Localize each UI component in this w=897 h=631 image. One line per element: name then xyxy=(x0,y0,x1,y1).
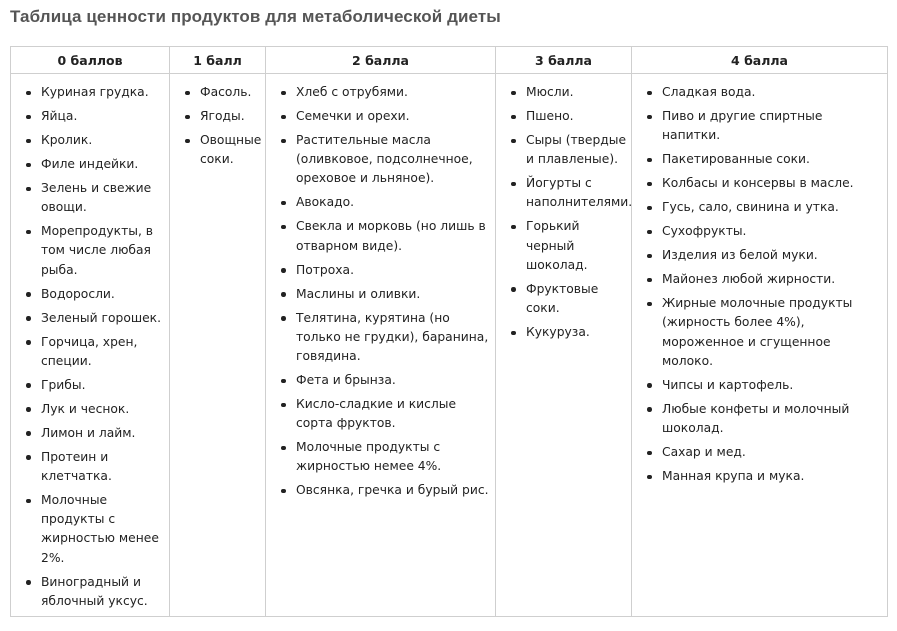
list-item: Сладкая вода. xyxy=(646,83,883,102)
list-item: Лимон и лайм. xyxy=(25,424,165,443)
list-item: Овсянка, гречка и бурый рис. xyxy=(280,481,491,500)
list-item: Кисло-сладкие и кислые сорта фруктов. xyxy=(280,395,491,433)
column-cell-0-points xyxy=(11,74,170,617)
page-title: Таблица ценности продуктов для метаболической диеты xyxy=(10,7,501,26)
list-item: Колбасы и консервы в масле. xyxy=(646,174,883,193)
food-value-table xyxy=(10,46,888,617)
list-item: Сыры (твердые и плавленые). xyxy=(510,131,627,169)
list-item: Молочные продукты с жирностью менее 2%. xyxy=(25,491,165,568)
list-item: Фруктовые соки. xyxy=(510,280,627,318)
list-item: Морепродукты, в том числе любая рыба. xyxy=(25,222,165,280)
food-list xyxy=(496,74,631,342)
list-item: Пиво и другие спиртные напитки. xyxy=(646,107,883,145)
list-item: Авокадо. xyxy=(280,193,491,212)
column-cell-4-points xyxy=(632,74,888,617)
food-list xyxy=(11,74,169,611)
list-item: Йогурты с наполнителями. xyxy=(510,174,627,212)
column-header-0-points: 0 баллов xyxy=(11,47,170,74)
food-list xyxy=(632,74,887,486)
list-item: Потроха. xyxy=(280,261,491,280)
list-item: Любые конфеты и молочный шоколад. xyxy=(646,400,883,438)
list-item: Водоросли. xyxy=(25,285,165,304)
list-item: Филе индейки. xyxy=(25,155,165,174)
column-header-2-points: 2 балла xyxy=(266,47,496,74)
column-cell-3-points xyxy=(496,74,632,617)
list-item: Виноградный и яблочный уксус. xyxy=(25,573,165,611)
column-header-1-point: 1 балл xyxy=(170,47,266,74)
list-item: Жирные молочные продукты (жирность более 4%), мороженное и сгущенное молоко. xyxy=(646,294,883,371)
list-item: Чипсы и картофель. xyxy=(646,376,883,395)
list-item: Манная крупа и мука. xyxy=(646,467,883,486)
list-item: Фасоль. xyxy=(184,83,261,102)
list-item: Горчица, хрен, специи. xyxy=(25,333,165,371)
list-item: Хлеб с отрубями. xyxy=(280,83,491,102)
list-item: Сухофрукты. xyxy=(646,222,883,241)
list-item: Протеин и клетчатка. xyxy=(25,448,165,486)
list-item: Телятина, курятина (но только не грудки), баранина, говядина. xyxy=(280,309,491,367)
list-item: Зелень и свежие овощи. xyxy=(25,179,165,217)
food-list xyxy=(266,74,495,501)
list-item: Кукуруза. xyxy=(510,323,627,342)
list-item: Пшено. xyxy=(510,107,627,126)
list-item: Кролик. xyxy=(25,131,165,150)
list-item: Овощные соки. xyxy=(184,131,261,169)
table-body-row xyxy=(11,74,888,617)
list-item: Гусь, сало, свинина и утка. xyxy=(646,198,883,217)
list-item: Изделия из белой муки. xyxy=(646,246,883,265)
list-item: Майонез любой жирности. xyxy=(646,270,883,289)
list-item: Молочные продукты с жирностью немее 4%. xyxy=(280,438,491,476)
list-item: Растительные масла (оливковое, подсолнечное, ореховое и льняное). xyxy=(280,131,491,189)
table-header-row xyxy=(11,47,888,74)
list-item: Горький черный шоколад. xyxy=(510,217,627,275)
column-header-4-points: 4 балла xyxy=(632,47,888,74)
list-item: Маслины и оливки. xyxy=(280,285,491,304)
column-cell-1-point xyxy=(170,74,266,617)
list-item: Фета и брынза. xyxy=(280,371,491,390)
list-item: Куриная грудка. xyxy=(25,83,165,102)
list-item: Лук и чеснок. xyxy=(25,400,165,419)
list-item: Яйца. xyxy=(25,107,165,126)
list-item: Пакетированные соки. xyxy=(646,150,883,169)
list-item: Ягоды. xyxy=(184,107,261,126)
list-item: Зеленый горошек. xyxy=(25,309,165,328)
column-cell-2-points xyxy=(266,74,496,617)
list-item: Сахар и мед. xyxy=(646,443,883,462)
list-item: Семечки и орехи. xyxy=(280,107,491,126)
list-item: Мюсли. xyxy=(510,83,627,102)
list-item: Грибы. xyxy=(25,376,165,395)
list-item: Свекла и морковь (но лишь в отварном виде). xyxy=(280,217,491,255)
food-list xyxy=(170,74,265,169)
column-header-3-points: 3 балла xyxy=(496,47,632,74)
